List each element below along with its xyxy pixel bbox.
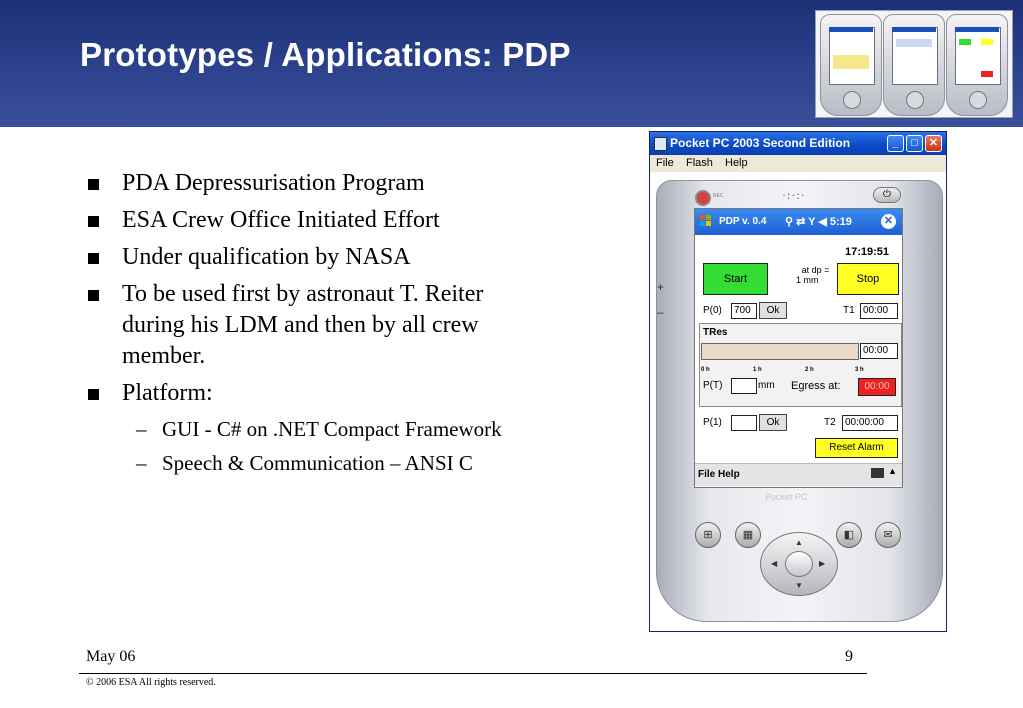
close-icon[interactable]: ✕ xyxy=(925,135,942,152)
footer-copyright: © 2006 ESA All rights reserved. xyxy=(86,677,216,688)
device-thumbnail xyxy=(820,14,882,116)
p1-ok-button[interactable]: Ok xyxy=(759,414,787,431)
bullet-item: PDA Depressurisation Program xyxy=(88,168,518,199)
t1-label: T1 xyxy=(843,305,855,316)
timeline-tick: 3 h xyxy=(855,367,864,373)
pda-menu-file-help[interactable]: File Help xyxy=(698,469,740,480)
clock-display: 17:19:51 xyxy=(845,246,890,258)
emulator-titlebar[interactable] xyxy=(650,132,946,155)
input-arrow-icon[interactable]: ▲ xyxy=(888,466,897,476)
keyboard-icon[interactable] xyxy=(871,468,884,478)
app-window-icon xyxy=(654,137,667,151)
egress-time: 00:00 xyxy=(858,378,896,396)
bullet-item: ESA Crew Office Initiated Effort xyxy=(88,205,518,236)
dpad-down-icon[interactable]: ▼ xyxy=(795,581,803,590)
windows-flag-icon[interactable] xyxy=(699,214,713,228)
dpad-up-icon[interactable]: ▲ xyxy=(795,538,803,547)
dpad-left-icon[interactable]: ◀ xyxy=(771,559,778,568)
tres-field: 00:00 xyxy=(860,343,898,359)
volume-up-button[interactable]: + xyxy=(657,280,665,294)
dpad-center[interactable] xyxy=(785,551,813,577)
menu-help[interactable]: Help xyxy=(725,157,748,169)
speaker-icon: ·:·:· xyxy=(782,188,806,202)
pt-input[interactable] xyxy=(731,378,757,394)
start-hw-icon[interactable]: ⊞ xyxy=(695,522,721,548)
p1-input[interactable] xyxy=(731,415,757,431)
pocket-pc-brand: Pocket PC xyxy=(765,492,808,502)
tres-label: TRes xyxy=(703,327,728,338)
maximize-icon[interactable]: □ xyxy=(906,135,923,152)
bullet-item: Platform: xyxy=(88,378,518,409)
bullet-list xyxy=(88,168,518,483)
t2-field: 00:00:00 xyxy=(842,415,898,431)
slide-header xyxy=(0,0,1023,127)
minimize-icon[interactable]: _ xyxy=(887,135,904,152)
bullet-item: To be used first by astronaut T. Reiter during his LDM and then by all crew member. xyxy=(88,279,518,372)
dpad-right-icon[interactable]: ▶ xyxy=(819,559,826,568)
volume-down-button[interactable]: – xyxy=(657,305,664,319)
sub-bullet-item: – GUI - C# on .NET Compact Framework xyxy=(136,417,502,441)
calendar-hw-icon[interactable]: ▦ xyxy=(735,522,761,548)
t2-label: T2 xyxy=(824,417,836,428)
power-icon[interactable]: ⏻ xyxy=(873,187,901,203)
slide-title: Prototypes / Applications: PDP xyxy=(80,36,571,73)
timeline-tick: 1 h xyxy=(753,367,762,373)
timeline-tick: 2 h xyxy=(805,367,814,373)
pda-menubar xyxy=(695,463,902,486)
pda-screen xyxy=(694,208,903,488)
record-button[interactable] xyxy=(695,190,711,206)
status-icons: ⚲ ⇄ Y ◀ 5:19 xyxy=(785,216,852,228)
p1-label: P(1) xyxy=(703,417,722,428)
t1-field: 00:00 xyxy=(860,303,898,319)
pda-navbar xyxy=(695,209,902,235)
emulator-window-title: Pocket PC 2003 Second Edition xyxy=(670,136,851,150)
tres-progress-bar xyxy=(701,343,859,360)
footer-date: May 06 xyxy=(86,648,136,665)
footer-divider xyxy=(79,673,867,674)
stop-button[interactable]: Stop xyxy=(837,263,899,295)
start-button[interactable]: Start xyxy=(703,263,768,295)
p0-input[interactable]: 700 xyxy=(731,303,757,319)
header-device-thumbnails xyxy=(815,10,1013,118)
inbox-hw-icon[interactable]: ✉ xyxy=(875,522,901,548)
menu-flash[interactable]: Flash xyxy=(686,157,713,169)
status-time: 5:19 xyxy=(829,216,852,228)
footer-page-number: 9 xyxy=(845,648,853,665)
app-title: PDP v. 0.4 xyxy=(719,216,767,227)
pt-unit: mm xyxy=(758,380,775,391)
p0-ok-button[interactable]: Ok xyxy=(759,302,787,319)
menu-file[interactable]: File xyxy=(656,157,674,169)
record-label: REC xyxy=(713,193,724,199)
pt-label: P(T) xyxy=(703,380,723,391)
bullet-item: Under qualification by NASA xyxy=(88,242,518,273)
emulator-menubar xyxy=(650,155,946,172)
timeline-tick: 0 h xyxy=(701,367,710,373)
at-dp-label: at dp = 1 mm xyxy=(796,265,830,285)
device-thumbnail xyxy=(946,14,1008,116)
sub-bullet-item: – Speech & Communication – ANSI C xyxy=(136,451,473,475)
egress-label: Egress at: xyxy=(791,380,841,392)
p0-label: P(0) xyxy=(703,305,722,316)
contacts-hw-icon[interactable]: ◧ xyxy=(836,522,862,548)
device-thumbnail xyxy=(883,14,945,116)
reset-alarm-button[interactable]: Reset Alarm xyxy=(815,438,898,458)
close-app-icon[interactable]: ✕ xyxy=(881,214,896,229)
dpad[interactable] xyxy=(760,532,838,596)
